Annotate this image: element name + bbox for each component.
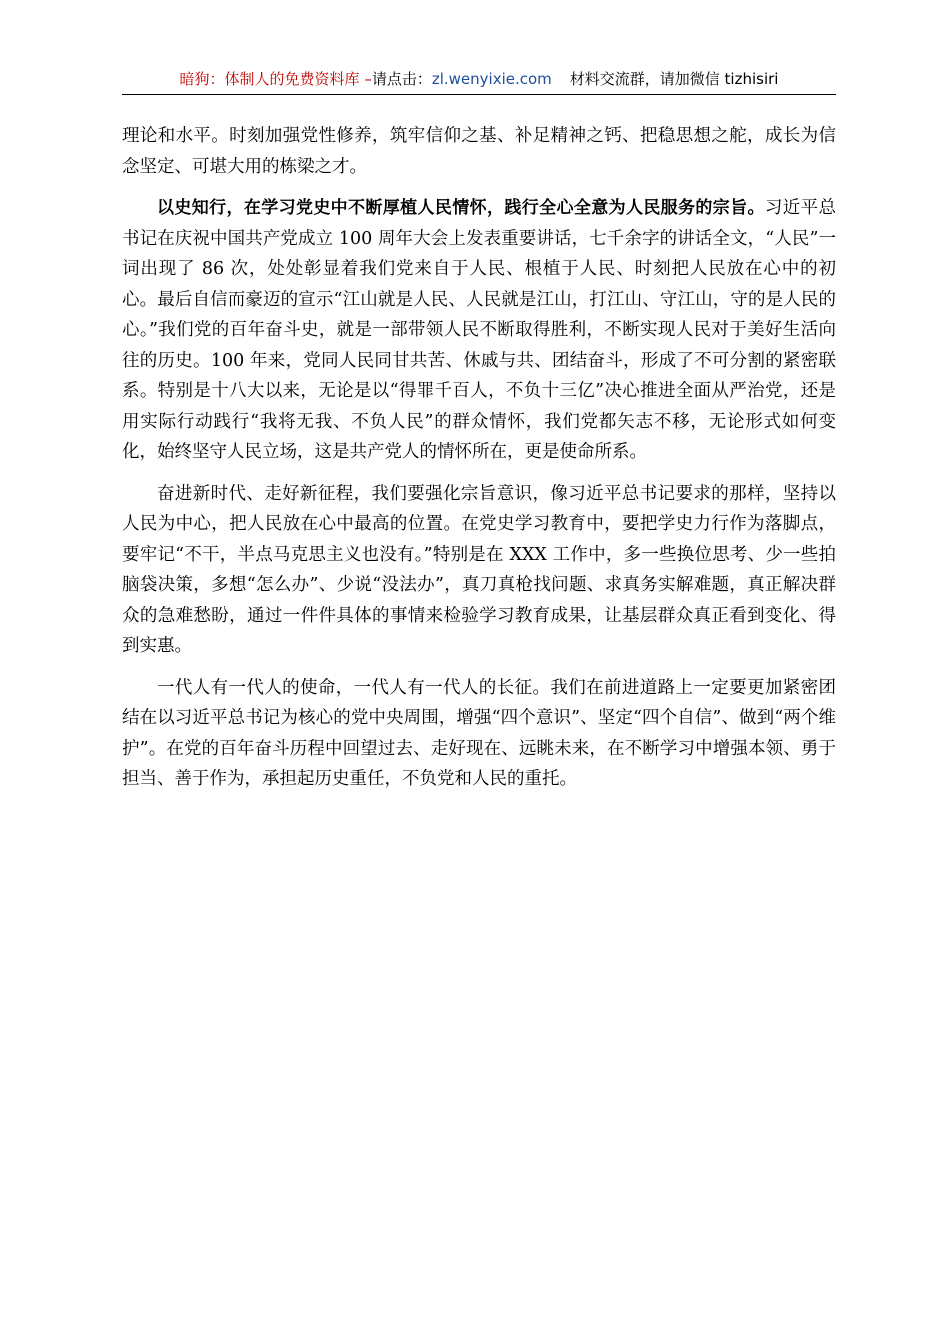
header-link[interactable]: zl.wenyixie.com (431, 70, 552, 88)
header-dash: – (359, 70, 372, 88)
paragraph-text: 理论和水平。时刻加强党性修养，筑牢信仰之基、补足精神之钙、把稳思想之舵，成长为信念坚定、可堪大用的栋梁之才。 (122, 126, 836, 177)
paragraph-2 (122, 193, 836, 468)
page-header (122, 66, 836, 95)
paragraph-text: 习近平总书记在庆祝中国共产党成立 100 周年大会上发表重要讲话，七千余字的讲话全文，“人民”一词出现了 86 次，处处彰显着我们党来自于人民、根植于人民、时刻把人民放在心中的初心。最后自信而豪迈的宣示“江山就是人民、人民就是江山，打江山、守江山，守的是人民的心。”我们党的百年奋斗史，就是一部带领人民不断取得胜利，不断实现人民对于美好生活向往的历史。100 年来，党同人民同甘共苦、休戚与共、团结奋斗，形成了不可分割的紧密联系。特别是十八大以来，无论是以“得罪千百人，不负十三亿”决心推进全面从严治党，还是用实际行动践行“我将无我、不负人民”的群众情怀，我们党都矢志不移，无论形式如何变化，始终坚守人民立场，这是共产党人的情怀所在，更是使命所系。 (122, 198, 837, 462)
header-brand: 暗狗：体制人的免费资料库 (179, 70, 360, 88)
paragraph-lead: 以史知行，在学习党史中不断厚植人民情怀，践行全心全意为人民服务的宗旨。 (157, 198, 765, 218)
paragraph-4 (122, 673, 836, 795)
header-wechat: 材料交流群，请加微信 tizhisiri (569, 70, 779, 88)
header-hint: 请点击： (371, 70, 432, 88)
paragraph-text: 一代人有一代人的使命，一代人有一代人的长征。我们在前进道路上一定要更加紧密团结在以习近平总书记为核心的党中央周围，增强“四个意识”、坚定“四个自信”、做到“两个维护”。在党的百年奋斗历程中回望过去、走好现在、远眺未来，在不断学习中增强本领、勇于担当、善于作为，承担起历史重任，不负党和人民的重托。 (122, 677, 836, 789)
paragraph-text: 奋进新时代、走好新征程，我们要强化宗旨意识，像习近平总书记要求的那样，坚持以人民为中心，把人民放在心中最高的位置。在党史学习教育中，要把学史力行作为落脚点，要牢记“不干，半点马克思主义也没有。”特别是在 XXX 工作中，多一些换位思考、少一些拍脑袋决策，多想“怎么办”、少说“没法办”，真刀真枪找问题、求真务实解难题，真正解决群众的急难愁盼，通过一件件具体的事情来检验学习教育成果，让基层群众真正看到变化、得到实惠。 (122, 483, 836, 656)
document-body (122, 121, 836, 806)
paragraph-3 (122, 479, 836, 662)
paragraph-1 (122, 121, 836, 182)
